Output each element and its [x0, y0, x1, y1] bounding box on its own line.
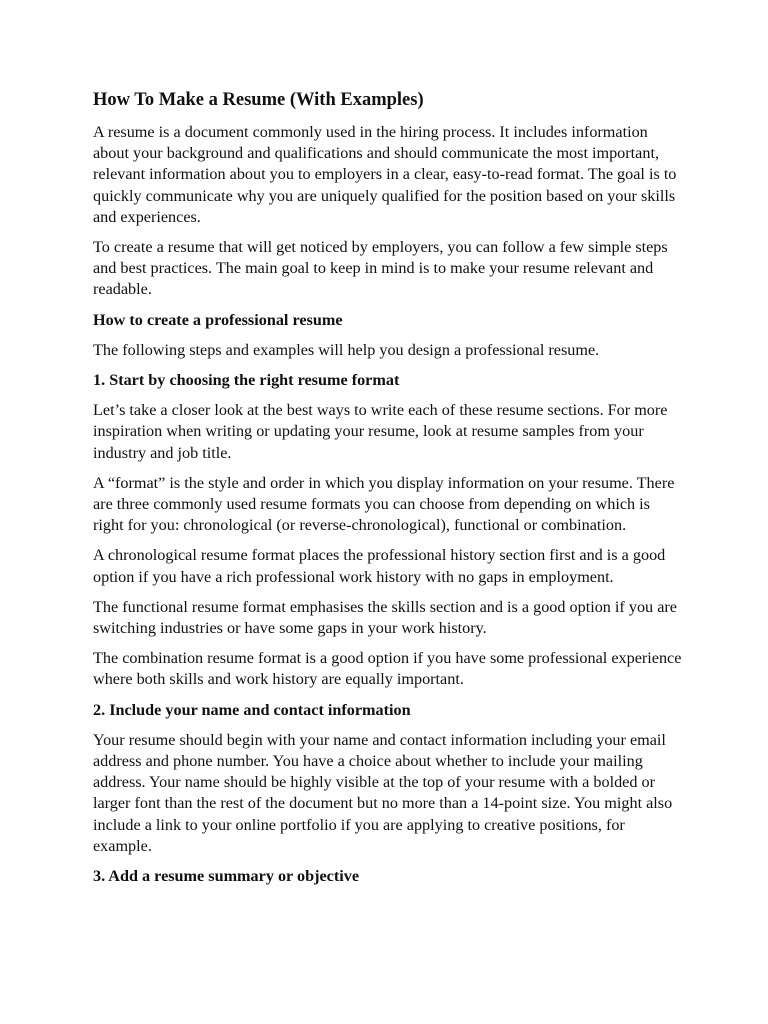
section-heading-summary: 3. Add a resume summary or objective — [93, 867, 360, 886]
paragraph-combination: The combination resume format is a good option if you have some professional experience where both skills and work history are equally important. — [93, 649, 682, 689]
section-heading-format: 1. Start by choosing the right resume format — [93, 371, 400, 390]
paragraph-steps-intro: The following steps and examples will help you design a professional resume. — [93, 340, 600, 359]
section-heading-contact: 2. Include your name and contact information — [93, 700, 411, 719]
section-heading-create: How to create a professional resume — [93, 310, 343, 329]
paragraph-intro: A resume is a document commonly used in the hiring process. It includes information about your background and qualifications and should communicate the most important, relevant information about you to employers in a clear, easy-to-read format. The goal is to quickly communicate why you are uniquely qualified for the position based on your skills and experiences. — [93, 123, 677, 226]
document-page — [93, 88, 683, 896]
paragraph-format-definition: A “format” is the style and order in which you display information on your resume. There are three commonly used resume formats you can choose from depending on which is right for you: chronological (or reverse-chronological), functional or combination. — [93, 473, 675, 535]
paragraph-chronological: A chronological resume format places the professional history section first and is a good option if you have a rich professional work history with no gaps in employment. — [93, 546, 666, 586]
paragraph-goal: To create a resume that will get noticed by employers, you can follow a few simple steps and best practices. The main goal to keep in mind is to make your resume relevant and readable. — [93, 238, 668, 299]
paragraph-contact-info: Your resume should begin with your name and contact information including your email address and phone number. You have a choice about whether to include your mailing address. Your name should be highly visible at the top of your resume with a bolded or larger font than the rest of the document but no more than a 14-point size. You might also include a link to your online portfolio if you are applying to creative positions, for example. — [93, 730, 673, 855]
document-title: How To Make a Resume (With Examples) — [93, 90, 424, 110]
paragraph-closer-look: Let’s take a closer look at the best ways to write each of these resume sections. For more inspiration when writing or updating your resume, look at resume samples from your industry and job title. — [93, 401, 668, 462]
paragraph-functional: The functional resume format emphasises the skills section and is a good option if you are switching industries or have some gaps in your work history. — [93, 597, 677, 638]
